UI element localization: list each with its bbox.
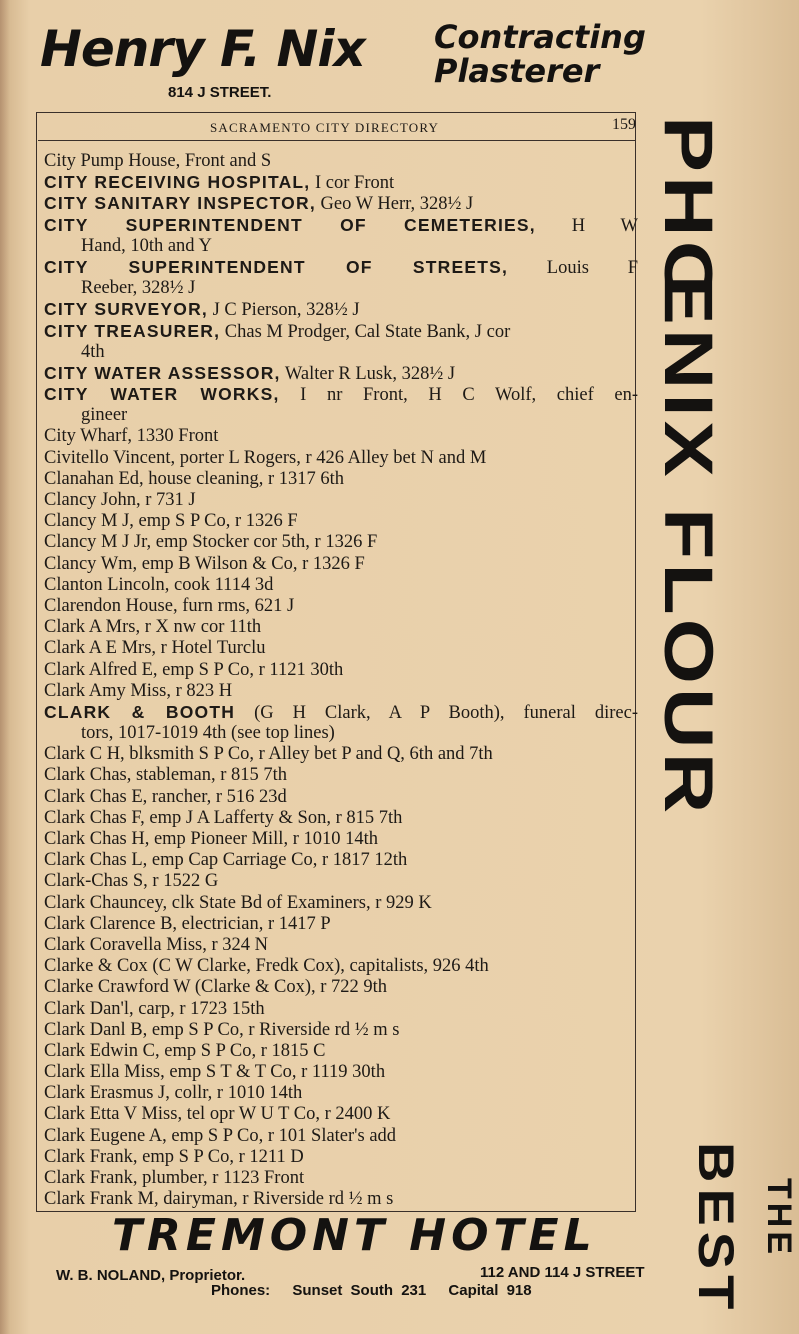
entry-text: Clancy M J, emp S P Co, r 1326 F <box>44 511 298 532</box>
entry-continuation-line <box>44 342 638 363</box>
entry-text: Clark Erasmus J, collr, r 1010 14th <box>44 1083 303 1104</box>
directory-entry <box>44 787 638 808</box>
entry-line <box>44 744 638 765</box>
entry-text: Clark Coravella Miss, r 324 N <box>44 934 269 955</box>
entry-text: Clark Eugene A, emp S P Co, r 101 Slater's add <box>44 1125 397 1146</box>
entry-line <box>44 999 638 1020</box>
entry-text: Clarke Crawford W (Clarke & Cox), r 722 9th <box>44 977 388 998</box>
directory-entry <box>44 850 638 871</box>
entry-line <box>44 787 638 808</box>
directory-entry <box>44 893 638 914</box>
directory-entry <box>44 999 638 1020</box>
directory-entry <box>44 469 638 490</box>
entry-text: Louis F <box>508 257 638 278</box>
entry-line <box>44 1126 638 1147</box>
entry-line <box>44 299 638 320</box>
entry-line <box>44 681 638 702</box>
directory-entry <box>44 660 638 681</box>
entry-text: Clark Edwin C, emp S P Co, r 1815 C <box>44 1040 326 1061</box>
entry-line <box>44 1083 638 1104</box>
entry-text: J C Pierson, 328½ J <box>207 300 360 321</box>
entry-line <box>44 808 638 829</box>
ad-bottom-phones <box>211 1282 546 1299</box>
entry-bold-name: CITY SURVEYOR, <box>44 299 208 320</box>
entry-text: H W <box>535 215 638 236</box>
directory-entry <box>44 638 638 659</box>
directory-entry <box>44 956 638 977</box>
directory-entry <box>44 1104 638 1125</box>
entry-text: Clark C H, blksmith S P Co, r Alley bet P and Q, 6th and 7th <box>44 744 493 765</box>
entry-bold-name: CLARK & BOOTH <box>44 701 236 722</box>
directory-entry <box>44 935 638 956</box>
entry-text: Clark Chas F, emp J A Lafferty & Son, r 815 7th <box>44 807 403 828</box>
entry-bold-name: CITY WATER WORKS, <box>44 384 280 405</box>
entry-text: Clark Dan'l, carp, r 1723 15th <box>44 998 265 1019</box>
entry-text: Clark Clarence B, electrician, r 1417 P <box>44 913 331 934</box>
side-ad-best: BEST <box>688 1142 746 1316</box>
entry-line <box>44 554 638 575</box>
directory-entry <box>44 172 638 193</box>
header-title: SACRAMENTO CITY DIRECTORY <box>210 120 440 135</box>
ad-top-address: 814 J STREET. <box>168 84 272 101</box>
entry-text: gineer <box>81 405 128 426</box>
entry-text: Reeber, 328½ J <box>81 278 196 299</box>
entry-continuation-line <box>44 278 638 299</box>
directory-entry <box>44 299 638 320</box>
entry-text: Clark Alfred E, emp S P Co, r 1121 30th <box>44 659 344 680</box>
directory-entry <box>44 1189 638 1210</box>
entry-line <box>44 1168 638 1189</box>
entry-text: City Pump House, Front and S <box>44 151 272 171</box>
entry-text: Clark A E Mrs, r Hotel Turclu <box>44 638 266 659</box>
entry-text: Clark Frank, plumber, r 1123 Front <box>44 1168 305 1188</box>
entry-line <box>44 575 638 596</box>
entry-bold-name: CITY SUPERINTENDENT OF STREETS, <box>44 256 509 277</box>
directory-entry <box>44 511 638 532</box>
entry-line <box>44 511 638 532</box>
entry-continuation-line <box>44 405 638 426</box>
entry-text: Hand, 10th and Y <box>81 235 212 256</box>
entry-text: Clanahan Ed, house cleaning, r 1317 6th <box>44 468 345 489</box>
entry-line <box>44 871 638 892</box>
directory-entry <box>44 914 638 935</box>
directory-entry <box>44 532 638 553</box>
entry-line <box>44 829 638 850</box>
entry-text: Clark Ella Miss, emp S T & T Co, r 1119 30th <box>44 1062 386 1083</box>
entry-text: Clark Chas, stableman, r 815 7th <box>44 765 288 786</box>
directory-entry <box>44 384 638 426</box>
entry-bold-name: CITY SANITARY INSPECTOR, <box>44 193 316 214</box>
directory-entry <box>44 490 638 511</box>
entry-continuation-line <box>44 723 638 744</box>
directory-entry <box>44 1041 638 1062</box>
directory-entry <box>44 193 638 214</box>
entry-line <box>44 914 638 935</box>
entry-text: Clark Etta V Miss, tel opr W U T Co, r 2400 K <box>44 1104 391 1125</box>
directory-entry <box>44 1168 638 1189</box>
entry-bold-name: CITY SUPERINTENDENT OF CEMETERIES, <box>44 214 536 235</box>
entry-text: Civitello Vincent, porter L Rogers, r 426 Alley bet N and M <box>44 447 487 468</box>
entry-line <box>44 1062 638 1083</box>
entry-line <box>44 1189 638 1210</box>
entry-line <box>44 935 638 956</box>
entry-text: Clancy John, r 731 J <box>44 490 196 510</box>
directory-entry <box>44 681 638 702</box>
entry-text: I cor Front <box>310 173 395 194</box>
directory-entry <box>44 871 638 892</box>
phone-capital: Capital 918 <box>448 1282 532 1299</box>
entry-line <box>44 596 638 617</box>
page-number: 159 <box>612 116 636 133</box>
entry-text: Clark Danl B, emp S P Co, r Riverside rd ½ m s <box>44 1019 400 1040</box>
entry-bold-name: CITY TREASURER, <box>44 320 221 341</box>
directory-entry <box>44 1147 638 1168</box>
entry-text: Clark Chas L, emp Cap Carriage Co, r 1817 12th <box>44 850 408 871</box>
entry-text: Clark Frank M, dairyman, r Riverside rd ½ m s <box>44 1189 394 1210</box>
entry-text: City Wharf, 1330 Front <box>44 426 219 447</box>
directory-entry <box>44 1126 638 1147</box>
directory-entry <box>44 426 638 447</box>
directory-entry <box>44 596 638 617</box>
directory-entry <box>44 575 638 596</box>
directory-entry <box>44 1083 638 1104</box>
entry-text: Geo W Herr, 328½ J <box>315 194 474 215</box>
entry-line <box>44 1020 638 1041</box>
directory-entry <box>44 1020 638 1041</box>
entry-line <box>44 490 638 511</box>
entry-line <box>44 660 638 681</box>
entry-line <box>44 151 638 172</box>
entry-line <box>44 702 638 723</box>
entry-text: Chas M Prodger, Cal State Bank, J cor <box>220 321 511 342</box>
entry-line <box>44 638 638 659</box>
entry-line <box>44 321 638 342</box>
entry-text: Clarendon House, furn rms, 621 J <box>44 595 295 616</box>
directory-entry <box>44 744 638 765</box>
entry-text: Clancy M J Jr, emp Stocker cor 5th, r 1326 F <box>44 532 378 553</box>
running-header <box>38 116 636 141</box>
side-ad-main: PHŒNIX FLOUR <box>650 116 728 818</box>
entry-text: (G H Clark, A P Booth), funeral direc- <box>235 702 638 723</box>
entry-line <box>44 1147 638 1168</box>
entry-line <box>44 448 638 469</box>
entry-line <box>44 1104 638 1125</box>
entry-text: Clark Chauncey, clk State Bd of Examiners, r 929 K <box>44 892 432 913</box>
entry-text: Clark-Chas S, r 1522 G <box>44 871 219 892</box>
ad-bottom-proprietor: W. B. NOLAND, Proprietor. <box>56 1267 246 1284</box>
entry-line <box>44 956 638 977</box>
phone-sunset: Sunset South 231 <box>292 1282 427 1299</box>
entry-line <box>44 363 638 384</box>
ad-top-name: Henry F. Nix <box>40 20 365 78</box>
entry-text: 4th <box>81 341 105 362</box>
directory-entry <box>44 257 638 299</box>
entry-line <box>44 617 638 638</box>
entry-line <box>44 215 638 236</box>
directory-entry <box>44 1062 638 1083</box>
entry-line <box>44 977 638 998</box>
directory-entry <box>44 151 638 172</box>
directory-entry <box>44 977 638 998</box>
entry-text: Clark Amy Miss, r 823 H <box>44 680 233 701</box>
entry-text: I nr Front, H C Wolf, chief en- <box>279 385 638 406</box>
ad-top-trade-line1: Contracting <box>434 18 646 56</box>
entry-line <box>44 1041 638 1062</box>
phones-label: Phones: <box>211 1282 271 1299</box>
ad-top-trade <box>434 20 684 88</box>
entry-line <box>44 469 638 490</box>
entry-continuation-line <box>44 236 638 257</box>
entry-text: Clarke & Cox (C W Clarke, Fredk Cox), capitalists, 926 4th <box>44 956 489 977</box>
directory-entry <box>44 215 638 257</box>
directory-entry <box>44 448 638 469</box>
entry-text: Clancy Wm, emp B Wilson & Co, r 1326 F <box>44 553 365 574</box>
entry-text: tors, 1017-1019 4th (see top lines) <box>81 723 335 744</box>
entry-line <box>44 893 638 914</box>
entry-text: Clark Chas E, rancher, r 516 23d <box>44 786 287 807</box>
side-ad-the: THE <box>760 1178 798 1258</box>
side-advertisement <box>638 112 798 1316</box>
ad-top-trade-line2: Plasterer <box>434 52 600 90</box>
entry-text: Clark Frank, emp S P Co, r 1211 D <box>44 1146 304 1167</box>
entry-line <box>44 765 638 786</box>
directory-entry <box>44 765 638 786</box>
directory-listing <box>44 151 638 1210</box>
entry-text: Walter R Lusk, 328½ J <box>280 363 456 384</box>
directory-entry <box>44 808 638 829</box>
directory-entry <box>44 554 638 575</box>
entry-bold-name: CITY WATER ASSESSOR, <box>44 362 281 383</box>
directory-entry <box>44 321 638 363</box>
entry-bold-name: CITY RECEIVING HOSPITAL, <box>44 172 311 193</box>
directory-entry <box>44 617 638 638</box>
directory-entry <box>44 829 638 850</box>
entry-line <box>44 172 638 193</box>
directory-entry <box>44 702 638 744</box>
directory-entry <box>44 363 638 384</box>
entry-line <box>44 426 638 447</box>
entry-text: Clark Chas H, emp Pioneer Mill, r 1010 14th <box>44 829 378 849</box>
ad-bottom-name: TREMONT HOTEL <box>112 1210 597 1261</box>
entry-line <box>44 257 638 278</box>
entry-line <box>44 193 638 214</box>
entry-text: Clanton Lincoln, cook 1114 3d <box>44 574 274 595</box>
entry-line <box>44 532 638 553</box>
entry-line <box>44 850 638 871</box>
ad-bottom-address: 112 AND 114 J STREET <box>480 1264 645 1281</box>
entry-text: Clark A Mrs, r X nw cor 11th <box>44 617 262 638</box>
entry-line <box>44 384 638 405</box>
